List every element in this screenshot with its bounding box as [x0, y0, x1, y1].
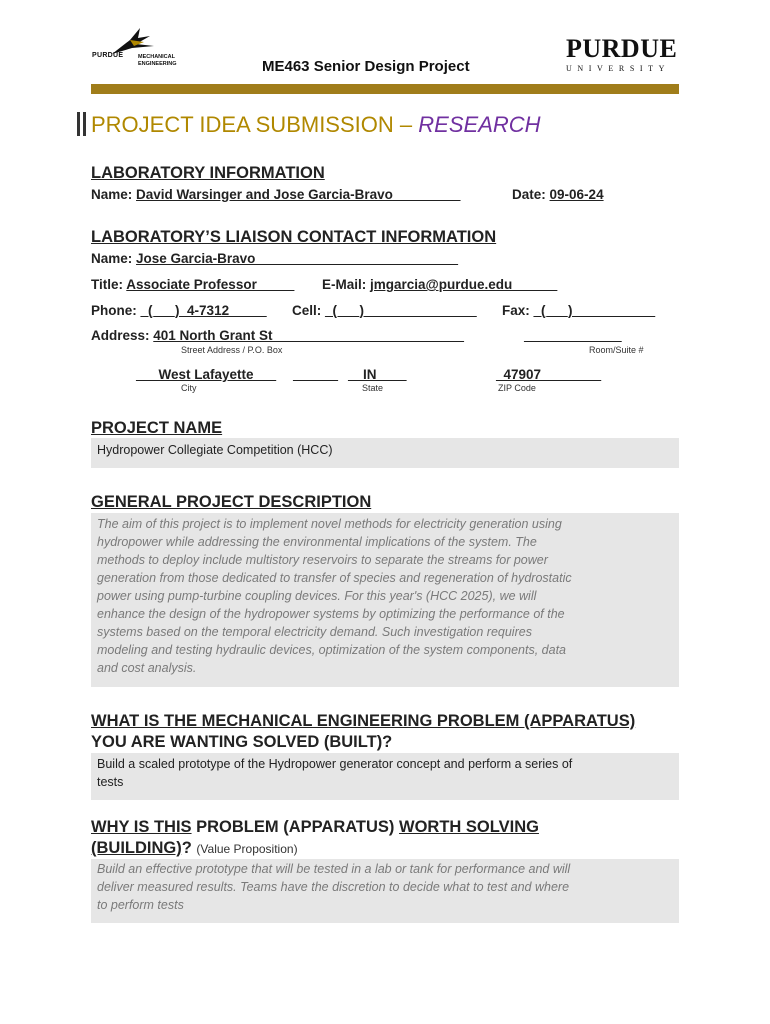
liaison-title-row — [91, 277, 294, 292]
description-line: enhance the design of the hydropower systems by optimizing the performance of the — [97, 607, 565, 621]
title-type: RESEARCH — [418, 112, 541, 137]
value-heading-part: PROBLEM (APPARATUS) — [191, 818, 400, 836]
liaison-heading: LABORATORY’S LIAISON CONTACT INFORMATION — [91, 228, 497, 246]
address-label: Address: — [91, 328, 150, 343]
description-line: power using pump-turbine coupling devices. For this year's (HCC 2025), we will — [97, 589, 537, 603]
header-gold-bar — [91, 84, 679, 94]
fax-field[interactable]: _(___)___________ — [533, 303, 656, 318]
liaison-phone-row — [91, 303, 267, 318]
logo-purdue-word: PURDUE — [92, 52, 124, 59]
fax-label: Fax: — [502, 303, 530, 318]
purdue-wordmark: PURDUE — [566, 34, 678, 63]
description-line: systems based on the temporal electricity demand. Such investigation requires — [97, 625, 532, 639]
city-caption: City — [181, 383, 197, 393]
value-heading-part: (BUILDING) — [91, 839, 182, 857]
purdue-university-logo — [566, 36, 678, 73]
date-field[interactable]: 09-06-24 — [549, 187, 604, 202]
zip-row — [496, 367, 601, 382]
problem-line: Build a scaled prototype of the Hydropower generator concept and perform a series of — [97, 757, 573, 771]
street-caption: Street Address / P.O. Box — [181, 345, 283, 355]
liaison-fax-row — [502, 303, 655, 318]
liaison-email-row — [322, 277, 557, 292]
value-box[interactable] — [91, 859, 679, 923]
date-label: Date: — [512, 187, 546, 202]
description-line: The aim of this project is to implement novel methods for electricity generation using — [97, 517, 562, 531]
liaison-address-row — [91, 328, 464, 343]
header-title: ME463 Senior Design Project — [262, 58, 470, 75]
title-field[interactable]: Associate Professor_____ — [126, 277, 295, 292]
room-field-wrap — [524, 328, 622, 343]
title-main: PROJECT IDEA SUBMISSION — [91, 112, 394, 137]
description-text — [91, 513, 679, 677]
liaison-cell-row — [292, 303, 477, 318]
value-heading-part: WORTH SOLVING — [399, 818, 539, 836]
problem-text — [91, 753, 679, 791]
state-row — [348, 367, 407, 382]
zip-field[interactable]: _47907________ — [496, 367, 602, 382]
cell-label: Cell: — [292, 303, 322, 318]
description-box[interactable] — [91, 513, 679, 687]
room-caption: Room/Suite # — [589, 345, 644, 355]
lab-date-row — [512, 187, 604, 202]
problem-box[interactable] — [91, 753, 679, 800]
logo-line2: ENGINEERING — [138, 61, 177, 67]
description-line: and cost analysis. — [97, 661, 197, 675]
logo-department — [138, 54, 177, 68]
street-address-field[interactable]: 401 North Grant St _________________________ — [153, 328, 465, 343]
city-blank-row — [293, 367, 338, 382]
lab-name-field[interactable]: David Warsinger and Jose Garcia-Bravo_________ — [136, 187, 461, 202]
value-heading-line2 — [91, 839, 298, 858]
lab-name-row — [91, 187, 460, 202]
liaison-name-label: Name: — [91, 251, 133, 266]
description-heading: GENERAL PROJECT DESCRIPTION — [91, 493, 372, 511]
problem-heading-line1: WHAT IS THE MECHANICAL ENGINEERING PROBLEM (APPARATUS) — [91, 712, 636, 730]
city-row — [136, 367, 276, 382]
purdue-me-logo — [92, 26, 202, 72]
lab-name-label: Name: — [91, 187, 133, 202]
project-name-box[interactable] — [91, 438, 679, 468]
description-line: methods to deploy include multistory reservoirs to separate the streams for power — [97, 553, 548, 567]
state-field[interactable]: __IN____ — [348, 367, 407, 382]
state-caption: State — [362, 383, 384, 393]
value-heading-line1 — [91, 818, 539, 837]
title-marker-bar — [77, 112, 80, 136]
email-field[interactable]: jmgarcia@purdue.edu______ — [370, 277, 558, 292]
liaison-name-row — [91, 251, 458, 266]
city-extra-blank[interactable]: ______ — [293, 367, 339, 382]
problem-heading-line2: YOU ARE WANTING SOLVED (BUILT)? — [91, 733, 393, 751]
email-label: E-Mail: — [322, 277, 367, 292]
description-line: modeling and testing hydraulic devices, optimization of the system components, data — [97, 643, 567, 657]
value-text — [91, 859, 679, 914]
title-label: Title: — [91, 277, 124, 292]
city-field[interactable]: ___West Lafayette___ — [136, 367, 277, 382]
problem-line: tests — [97, 775, 124, 789]
cell-field[interactable]: _(___)_______________ — [325, 303, 477, 318]
title-marker-bar — [83, 112, 86, 136]
room-suite-field[interactable]: _____________ — [524, 328, 622, 343]
page-title — [91, 112, 541, 138]
title-separator: – — [399, 112, 413, 137]
value-line: to perform tests — [97, 898, 184, 912]
project-name-heading: PROJECT NAME — [91, 419, 223, 437]
value-line: deliver measured results. Teams have the discretion to decide what to test and where — [97, 880, 570, 894]
value-proposition-note: (Value Proposition) — [196, 842, 298, 856]
project-name-text: Hydropower Collegiate Competition (HCC) — [97, 443, 333, 457]
lab-info-heading: LABORATORY INFORMATION — [91, 164, 325, 182]
description-line: generation from those dedicated to transfer of species and regeneration of hydrostatic — [97, 571, 572, 585]
value-line: Build an effective prototype that will be tested in a lab or tank for performance and will — [97, 862, 571, 876]
phone-label: Phone: — [91, 303, 137, 318]
zip-caption: ZIP Code — [498, 383, 536, 393]
value-heading-part: ? — [181, 839, 197, 857]
phone-field[interactable]: _(___)_4-7312_____ — [140, 303, 267, 318]
liaison-name-field[interactable]: Jose Garcia-Bravo___________________________ — [136, 251, 459, 266]
logo-line1: MECHANICAL — [138, 54, 175, 60]
description-line: hydropower while addressing the environmental implications of the system. The — [97, 535, 537, 549]
university-wordmark: UNIVERSITY — [566, 64, 670, 73]
value-heading-part: WHY IS THIS — [91, 818, 192, 836]
